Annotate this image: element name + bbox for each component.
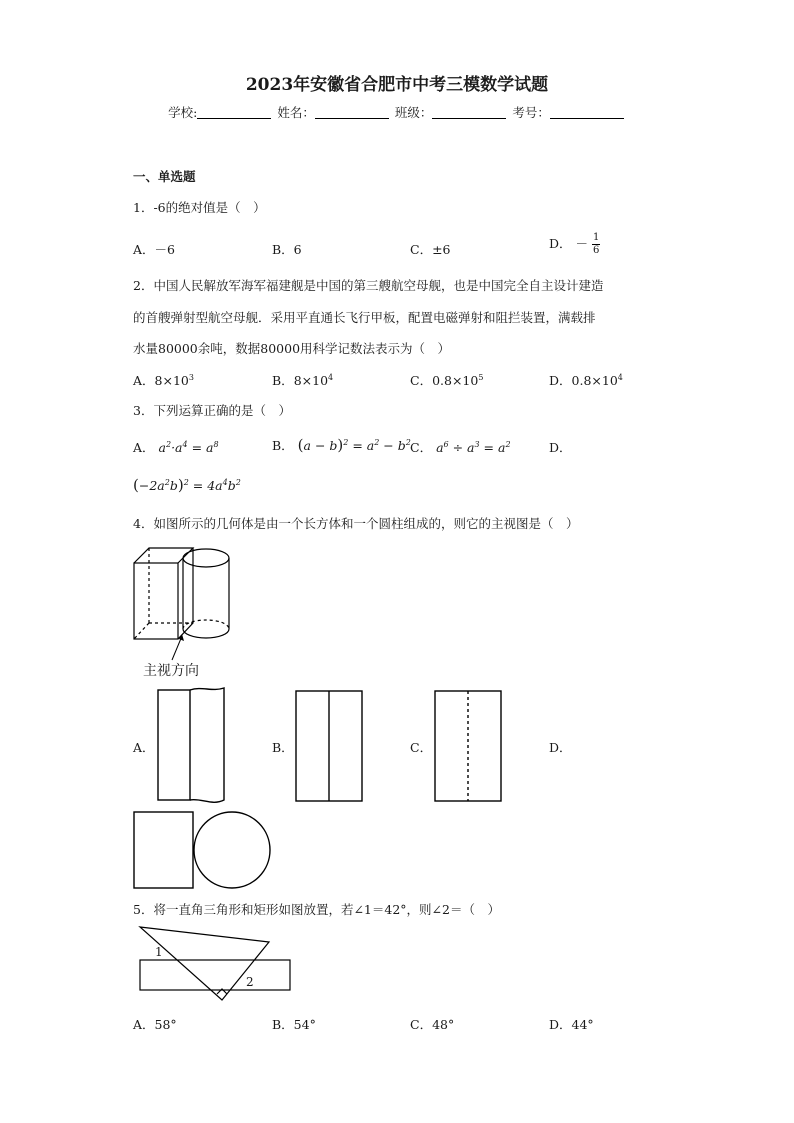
fraction-numerator: 1 xyxy=(593,232,600,243)
fraction-denominator: 6 xyxy=(593,245,600,256)
q4-option-c-label[interactable]: C． xyxy=(410,740,433,755)
q5-option-b[interactable]: B．54° xyxy=(272,1017,316,1032)
q4-option-a-label[interactable]: A． xyxy=(133,740,155,755)
q1-option-d-sign: － xyxy=(575,236,589,251)
option-label: A． xyxy=(133,373,155,388)
exam-number-blank[interactable] xyxy=(550,118,624,119)
q4-option-d-label[interactable]: D． xyxy=(549,740,572,755)
angle-1-label: 1 xyxy=(155,945,163,959)
option-label: C． xyxy=(410,440,433,455)
school-blank[interactable] xyxy=(197,118,271,119)
question-2-line-1: 2．中国人民解放军海军福建舰是中国的第三艘航空母舰，也是中国完全自主设计建造 xyxy=(133,278,604,293)
q2-option-a[interactable] xyxy=(133,371,194,389)
q4-option-c-figure[interactable] xyxy=(434,690,504,805)
question-4-stem: 4．如图所示的几何体是由一个长方体和一个圆柱组成的，则它的主视图是（ ） xyxy=(133,516,579,531)
angle-2-label: 2 xyxy=(246,975,254,989)
section-title: 一、单选题 xyxy=(133,169,196,184)
q3-option-c[interactable] xyxy=(410,438,511,456)
q3-option-d-label[interactable]: D． xyxy=(549,440,572,455)
option-exponent: 3 xyxy=(188,373,194,382)
q4-option-b-figure[interactable] xyxy=(295,690,365,805)
question-2-line-2: 的首艘弹射型航空母舰．采用平直通长飞行甲板，配置电磁弹射和阻拦装置，满载排 xyxy=(133,310,596,325)
option-label: B． xyxy=(272,373,294,388)
student-info-line xyxy=(0,103,794,121)
arrow-icon xyxy=(168,632,188,662)
q1-option-d-fraction xyxy=(592,232,600,257)
q1-option-b[interactable]: B．6 xyxy=(272,242,302,257)
q3-option-d-expression: $(-2a^2b)^2 = 4a^4b^2$ xyxy=(133,476,241,494)
q4-solid-figure xyxy=(130,543,240,643)
option-base: 8×10 xyxy=(154,373,189,388)
question-1-stem: 1．-6的绝对值是（ ） xyxy=(133,200,266,215)
class-label: 班级： xyxy=(394,105,433,120)
q5-option-d[interactable]: D．44° xyxy=(549,1017,594,1032)
option-label: A． xyxy=(133,440,155,455)
q4-option-d-figure[interactable] xyxy=(133,811,273,891)
q5-option-a[interactable]: A．58° xyxy=(133,1017,177,1032)
school-label: 学校: xyxy=(168,105,198,120)
view-direction-label: 主视方向 xyxy=(143,663,199,679)
q1-option-d-label: D． xyxy=(549,236,572,251)
class-blank[interactable] xyxy=(432,118,506,119)
name-blank[interactable] xyxy=(315,118,389,119)
q5-option-c[interactable]: C．48° xyxy=(410,1017,455,1032)
option-base: 8×10 xyxy=(293,373,329,388)
q1-option-a[interactable]: A．－6 xyxy=(133,242,175,257)
q4-option-b-label[interactable]: B． xyxy=(272,740,294,755)
q3-option-b-expression: $(a - b)^2 = a^2 - b^2$ xyxy=(297,436,411,454)
option-base: 0.8×10 xyxy=(432,373,479,388)
q1-option-c[interactable]: C．±6 xyxy=(410,242,451,257)
q2-option-d[interactable] xyxy=(549,371,623,389)
option-label: C． xyxy=(410,373,433,388)
q1-option-d[interactable] xyxy=(549,232,600,257)
q5-triangle-rectangle-figure xyxy=(137,924,297,1004)
question-5-stem: 5．将一直角三角形和矩形如图放置，若∠1＝42°，则∠2＝（ ） xyxy=(133,902,500,917)
name-label: 姓名： xyxy=(277,105,315,120)
exam-number-label: 考号： xyxy=(512,105,550,120)
q3-option-b[interactable] xyxy=(272,436,411,454)
q3-option-a-expression: $a^2\cdot a^4 = a^8$ xyxy=(158,440,219,455)
option-exponent: 4 xyxy=(328,373,334,382)
option-label: D． xyxy=(549,373,572,388)
q2-option-b[interactable] xyxy=(272,371,333,389)
option-exponent: 4 xyxy=(617,373,623,382)
question-2-line-3: 水量80000余吨，数据80000用科学记数法表示为（ ） xyxy=(133,341,451,356)
option-exponent: 5 xyxy=(478,373,484,382)
q3-option-c-expression: $a^6 \div a^3 = a^2$ xyxy=(436,440,511,455)
q2-option-c[interactable] xyxy=(410,371,483,389)
option-base: 0.8×10 xyxy=(571,373,618,388)
page-title: 2023年安徽省合肥市中考三模数学试题 xyxy=(245,75,549,95)
q4-option-a-figure[interactable] xyxy=(157,686,227,806)
question-3-stem: 3．下列运算正确的是（ ） xyxy=(133,403,291,418)
option-label: B． xyxy=(272,438,294,453)
q3-option-a[interactable] xyxy=(133,438,219,456)
